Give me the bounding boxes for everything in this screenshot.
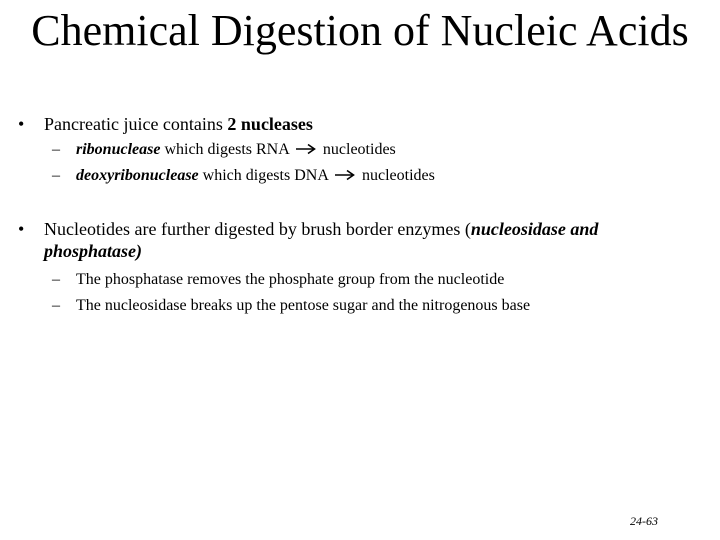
bullet-marker: • [18,114,25,134]
sub-item-phosphatase [52,270,692,290]
sub-marker: – [52,297,60,314]
bullet-text [44,218,648,262]
enzyme-terms: nucleosidase and phosphatase) [44,219,599,261]
sub-text-mid: which digests DNA [198,167,332,184]
sub-item-deoxyribonuclease [52,166,692,186]
page-number: 24-63 [630,514,658,528]
sub-text [76,140,692,160]
bullet-text-pre: Nucleotides are further digested by brush border enzymes ( [44,219,471,239]
slide-title: Chemical Digestion of Nucleic Acids [31,6,689,55]
sub-marker: – [52,271,60,288]
sub-text: The phosphatase removes the phosphate group from the nucleotide [76,271,505,288]
sub-marker: – [52,167,60,184]
bullet-nucleases [18,113,678,135]
sub-text [76,166,692,186]
sub-marker: – [52,141,60,158]
enzyme-term: ribonuclease [76,141,161,158]
sub-text: The nucleosidase breaks up the pentose sugar and the nitrogenous base [76,297,531,314]
enzyme-term: deoxyribonuclease [76,167,199,184]
right-arrow-icon [334,169,356,181]
sub-item-ribonuclease [52,140,692,160]
bullet-text-pre: Pancreatic juice contains [44,114,228,134]
bullet-marker: • [18,219,25,239]
bullet-brush-border [18,218,648,262]
sub-text-post: nucleotides [318,141,396,158]
bullet-text [44,113,678,135]
sub-text-mid: which digests RNA [160,141,293,158]
sub-text-post: nucleotides [357,167,435,184]
right-arrow-icon [295,143,317,155]
sub-item-nucleosidase [52,296,692,316]
bullet-text-bold: 2 nucleases [227,114,313,134]
